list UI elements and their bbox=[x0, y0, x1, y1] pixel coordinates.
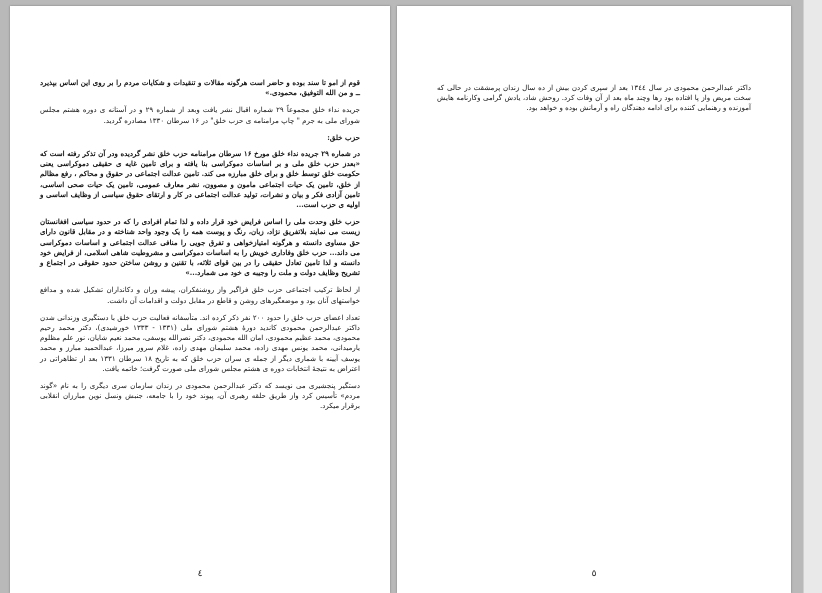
paragraph: داکتر عبدالرحمن محمودی در سال ۱۳٤٤ بعد از سپری کردن بیش از ده سال زندان پرمشقت در حالی که سخت مریض واز پا افتاده بود رها وچند ماه بعد از آن وفات کرد. روحش شاد، یادش گرامی وکارنامه هایش آموزنده و رهنمایی کننده برای ادامه دهندگان راه و آرمانش بوده و خواهد بود. bbox=[437, 83, 751, 113]
vertical-scrollbar[interactable] bbox=[803, 0, 822, 593]
paragraph: حزب خلق وحدت ملی را اساس فرایض خود قرار داده و لذا تمام افرادی را که در حدود سیاسی افغانستان زیست می نمایند بلاتفریق نژاد، زبان، رنگ و پوست همه را یک وجود واحد شناخته و در مقابل قانون دارای حق مساوی دانسته و هرگونه امتیازخواهی و تفرق جویی را منافی عدالت اجتماعی و اساسات دموکراسی می داند... حزب خلق وفاداری خویش را به اساسات دموکراسی و مشروطیت شاهی اسلامی، از فرایض خود دانسته و لذا تامین تعادل حقیقی را در بین قوای ثلاثه، با تقنین و روشن ساختن حدود حقوقی در اجتماع و تشریح وظایف دولت و ملت را وجیبه ی خود می شمارد...» bbox=[40, 217, 360, 278]
paragraph: جریده نداء خلق مجموعاً ۲۹ شماره اقبال نشر یافت وبعد از شماره ۲۹ و در آستانه ی دوره هشتم مجلس شورای ملی به جرم " چاپ مرامنامه ی حزب خلق" در ۱۶ سرطان ۱۳۳۰ مصادره گردید. bbox=[40, 105, 360, 125]
page-right bbox=[397, 6, 791, 593]
page-number-right: ٥ bbox=[591, 569, 597, 579]
page-left-content bbox=[40, 78, 360, 419]
paragraph: دستگیر پنجشیری می نویسد که دکتر عبدالرحمن محمودی در زندان سازمان سری دیگری را به نام «گوند مردم» تأسیس کرد واز طریق حلقه رهبری آن، پیوند خود را با جامعه، جنبش ونسل نوین مبارزان انقلابی برقرار میکرد. bbox=[40, 381, 360, 411]
paragraph: از لحاظ ترکیب اجتماعی حزب خلق فراگیر واز روشنفکران، پیشه وران و دکانداران تشکیل شده و مدافع خواستهای آنان بود و موضعگیرهای روشن و قاطع در مقابل دولت و اقدامات آن داشت. bbox=[40, 285, 360, 305]
paragraph: تعداد اعضای حزب خلق را حدود ۲۰۰ نفر ذکر کرده اند. متأسفانه فعالیت حزب خلق با دستگیری وزندانی شدن داکتر عبدالرحمن محمودی کاندید دورهٔ هشتم شورای ملی (۱۳۳۱ - ۱۳۳۳ خورشیدی)، دکتر محمد رحیم محمودی، محمد عظیم محمودی، امان الله محمودی، دکتر نصرالله یوسفی، محمد نعیم شایان، نور علم مظلوم یارمیدانی، محمد یونس مهدی زاده، محمد سلیمان مهدی زاده، غلام سرور میرزا، عبدالحمید مبارز و محمد یوسف آیینه با شماری دیگر از جمله ی سران حزب خلق که به تاریخ ۱۸ سرطان ۱۳۳۱ بعد از تظاهراتی در اعتراض به نتیجهٔ انتخابات دوره ی هشتم مجلس شورای ملی صورت گرفت؛ خاتمه یافت. bbox=[40, 312, 360, 373]
page-right-content bbox=[437, 83, 751, 121]
page-left bbox=[10, 6, 390, 593]
paragraph: در شماره ۲۹ جریده نداء خلق مورخ ۱۶ سرطان مرامنامه حزب خلق نشر گردیده ودر آن تذکر رفته است که «بعدز حزب خلق ملی و بر اساسات دموکراسی بنا یافته و برای تامین غایه ی حقیقی دموکراسی یعنی حکومت خلق توسط خلق و برای خلق مبارزه می کند. تامین عدالت اجتماعی در حقوق و محاکم ، رفع مظالم از خلق، تامین یک حیات اجتماعی مامون و مصوون، نشر معارف عمومی، تامین یک حیات صحی اساسی، تامین آزادی فکر و بیان و نشرات، تولید عدالت اجتماعی در کار و ارتقای حقوق سیاسی از وظایف اساسی و اولیه ی حزب است... bbox=[40, 149, 360, 210]
paragraph: قوم از امو تا سند بوده و حاضر است هرگونه مقالات و تنقیدات و شکایات مردم را بر روی این اساس بپذیرد ــ و من الله التوفیق، محمودی.» bbox=[40, 78, 360, 98]
section-heading: حزب خلق: bbox=[327, 132, 360, 142]
page-number-left: ٤ bbox=[197, 569, 203, 579]
